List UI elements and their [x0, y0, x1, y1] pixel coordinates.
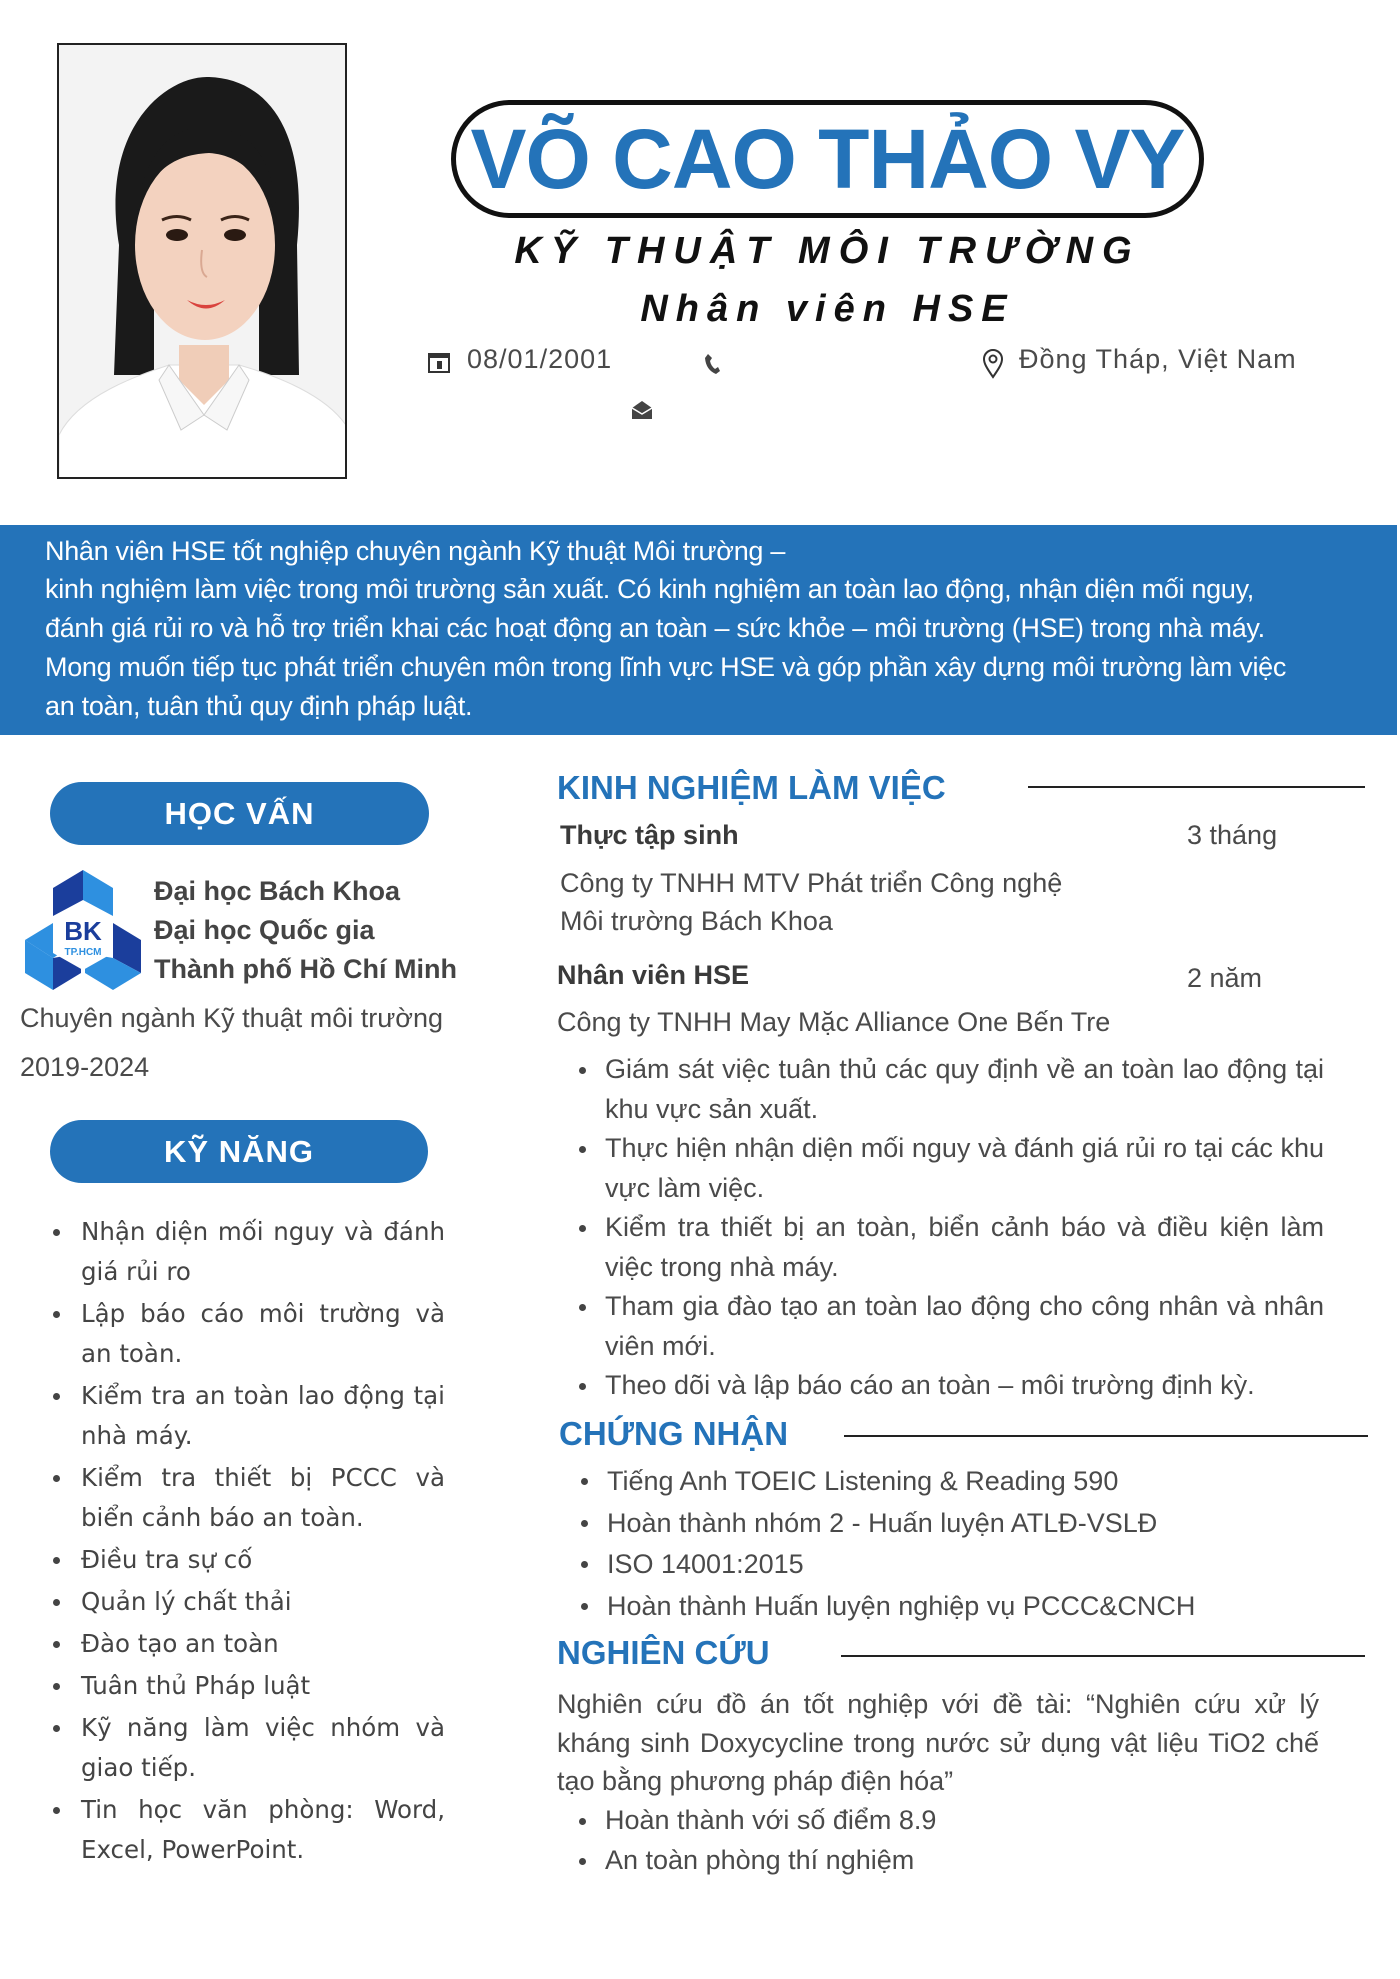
location-pin-icon [982, 349, 1004, 384]
skill-item: Tin học văn phòng: Word, Excel, PowerPoint. [53, 1790, 445, 1870]
summary-line: kinh nghiệm làm việc trong môi trường sản xuất. Có kinh nghiệm an toàn lao động, nhận diện mối nguy, [45, 574, 1254, 604]
company-name: Môi trường Bách Khoa [560, 906, 833, 936]
research-list [579, 1801, 1319, 1880]
job-duration: 2 năm [1187, 963, 1263, 993]
major-title: KỸ THUẬT MÔI TRƯỜNG [514, 230, 1141, 272]
job-duration: 3 tháng [1187, 820, 1278, 850]
location: Đồng Tháp, Việt Nam [1019, 344, 1297, 374]
name-banner [451, 100, 1204, 218]
company-name: Công ty TNHH MTV Phát triển Công nghệ [560, 868, 1063, 898]
calendar-icon [427, 350, 451, 379]
duty-item: Giám sát việc tuân thủ các quy định về an toàn lao động tại khu vực sản xuất. [579, 1050, 1324, 1129]
summary-line: Nhân viên HSE tốt nghiệp chuyên ngành Kỹ thuật Môi trường – [45, 536, 786, 566]
skill-item: Đào tạo an toàn [53, 1624, 445, 1664]
skill-item: Kỹ năng làm việc nhóm và giao tiếp. [53, 1708, 445, 1788]
education-major: Chuyên ngành Kỹ thuật môi trường [20, 1003, 444, 1033]
divider [1028, 786, 1365, 788]
duty-item: Theo dõi và lập báo cáo an toàn – môi trường định kỳ. [579, 1366, 1324, 1406]
job-title: Nhân viên HSE [640, 288, 1015, 330]
research-item: An toàn phòng thí nghiệm [579, 1841, 1319, 1881]
portrait-image [59, 45, 347, 479]
job-duties-list [579, 1050, 1324, 1406]
skill-item: Tuân thủ Pháp luật [53, 1666, 445, 1706]
certificate-item: Hoàn thành nhóm 2 - Huấn luyện ATLĐ-VSLĐ [581, 1503, 1341, 1545]
education-years: 2019-2024 [20, 1052, 150, 1082]
school-name-line: Đại học Quốc gia [154, 915, 375, 945]
svg-text:TP.HCM: TP.HCM [64, 947, 102, 958]
skills-heading: KỸ NĂNG [50, 1120, 428, 1183]
divider [844, 1435, 1368, 1437]
phone-icon [703, 352, 721, 381]
company-name: Công ty TNHH May Mặc Alliance One Bến Tre [557, 1007, 1111, 1037]
school-name-line: Đại học Bách Khoa [154, 876, 401, 906]
education-heading: HỌC VẤN [50, 782, 429, 845]
duty-item: Thực hiện nhận diện mối nguy và đánh giá rủi ro tại các khu vực làm việc. [579, 1129, 1324, 1208]
duty-item: Kiểm tra thiết bị an toàn, biển cảnh báo và điều kiện làm việc trong nhà máy. [579, 1208, 1324, 1287]
skill-item: Kiểm tra an toàn lao động tại nhà máy. [53, 1376, 445, 1456]
certificate-item: Hoàn thành Huấn luyện nghiệp vụ PCCC&CNCH [581, 1586, 1341, 1628]
certificate-item: ISO 14001:2015 [581, 1544, 1341, 1586]
summary-line: Mong muốn tiếp tục phát triển chuyên môn trong lĩnh vực HSE và góp phần xây dựng môi trường làm việc [45, 652, 1287, 682]
duty-item: Tham gia đào tạo an toàn lao động cho công nhân và nhân viên mới. [579, 1287, 1324, 1366]
svg-text:BK: BK [64, 916, 102, 946]
research-heading: NGHIÊN CỨU [557, 1634, 770, 1671]
skill-item: Kiểm tra thiết bị PCCC và biển cảnh báo an toàn. [53, 1458, 445, 1538]
experience-heading: KINH NGHIỆM LÀM VIỆC [557, 769, 946, 806]
divider [841, 1655, 1365, 1657]
job-title: Thực tập sinh [560, 820, 739, 850]
job-title: Nhân viên HSE [557, 960, 750, 990]
certificate-item: Tiếng Anh TOEIC Listening & Reading 590 [581, 1461, 1341, 1503]
skill-item: Quản lý chất thải [53, 1582, 445, 1622]
summary-line: đánh giá rủi ro và hỗ trợ triển khai các hoạt động an toàn – sức khỏe – môi trường (HSE) trong nhà máy. [45, 613, 1265, 643]
profile-photo [57, 43, 347, 479]
research-description: Nghiên cứu đồ án tốt nghiệp với đề tài: “Nghiên cứu xử lý kháng sinh Doxycycline trong nước sử dụng vật liệu TiO2 chế tạo bằng phương pháp điện hóa” [557, 1689, 1319, 1796]
birthdate: 08/01/2001 [467, 344, 613, 374]
university-logo [23, 868, 143, 995]
school-name-line: Thành phố Hồ Chí Minh [154, 954, 457, 984]
skill-item: Lập báo cáo môi trường và an toàn. [53, 1294, 445, 1374]
skill-item: Nhận diện mối nguy và đánh giá rủi ro [53, 1212, 445, 1292]
skill-item: Điều tra sự cố [53, 1540, 445, 1580]
certificates-list [581, 1461, 1341, 1627]
research-item: Hoàn thành với số điểm 8.9 [579, 1801, 1319, 1841]
candidate-name: VÕ CAO THẢO VY [470, 111, 1185, 206]
mail-icon [631, 400, 653, 425]
skills-list [53, 1212, 445, 1872]
summary-section [0, 525, 1397, 735]
certificates-heading: CHỨNG NHẬN [559, 1415, 789, 1452]
summary-line: an toàn, tuân thủ quy định pháp luật. [45, 691, 473, 721]
